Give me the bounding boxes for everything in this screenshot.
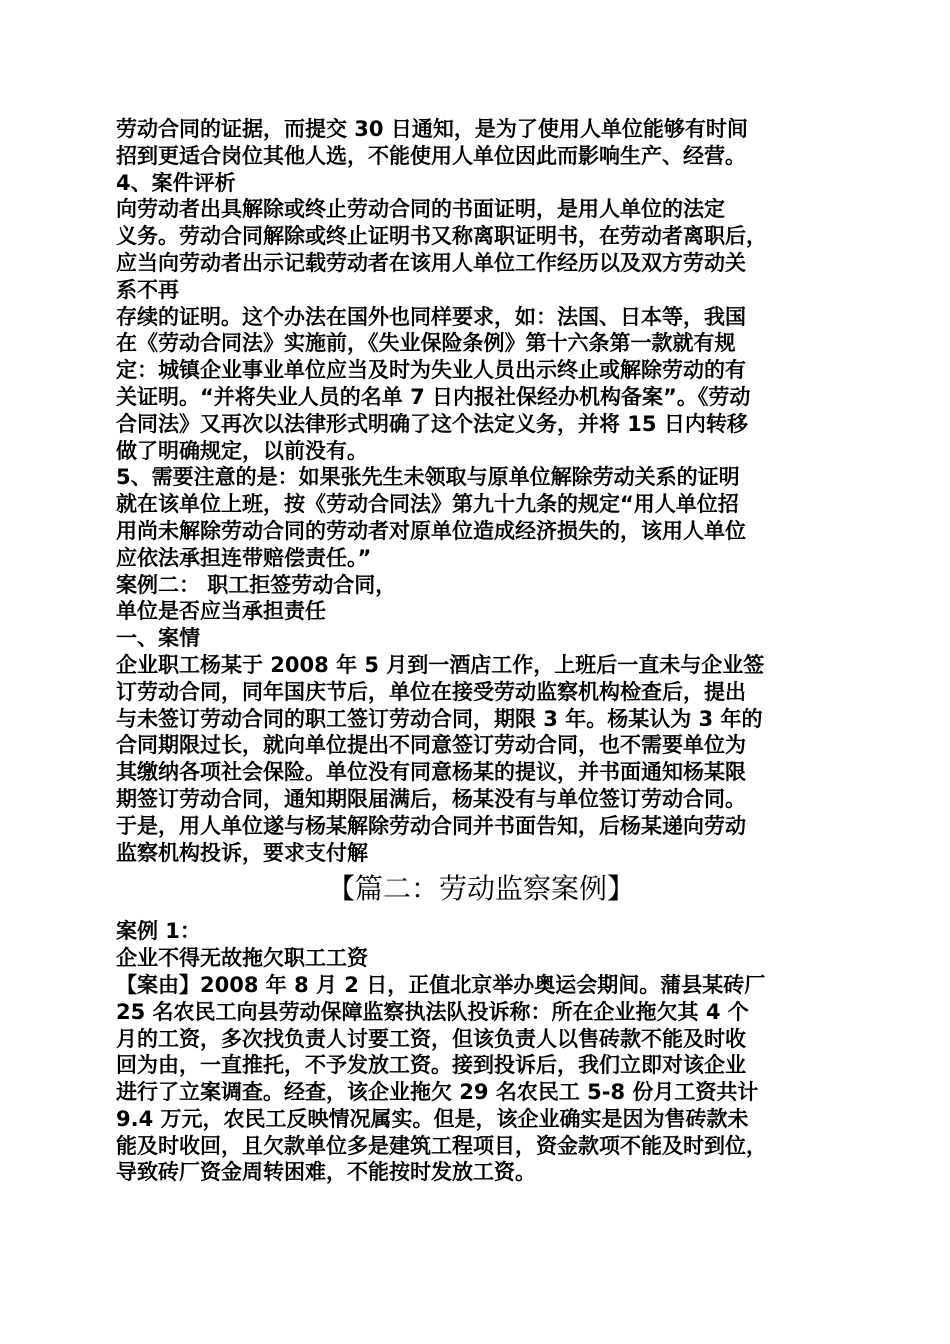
text-line: 单位是否应当承担责任 — [116, 599, 326, 624]
text-line: 存续的证明。这个办法在国外也同样要求，如：法国、日本等，我国 — [116, 304, 746, 329]
text-line: 在《劳动合同法》实施前，《失业保险条例》第十六条第一款就有规 — [116, 331, 736, 356]
text-line: 【案由】2008 年 8 月 2 日，正值北京举办奥运会期间。蒲县某砖厂 — [116, 972, 766, 997]
text-line: 能及时收回，且欠款单位多是建筑工程项目，资金款项不能及时到位， — [116, 1133, 767, 1158]
text-line: 进行了立案调查。经查，该企业拖欠 29 名农民工 5-8 份月工资共计 — [116, 1080, 759, 1105]
text-line: 4、案件评析 — [116, 170, 236, 195]
text-line: 关证明。“并将失业人员的名单 7 日内报社保经办机构备案”。《劳动 — [116, 384, 751, 409]
text-line: 应依法承担连带赔偿责任。” — [116, 545, 372, 570]
text-line: 应当向劳动者出示记载劳动者在该用人单位工作经历以及双方劳动关 — [116, 250, 746, 275]
text-line: 导致砖厂资金周转困难，不能按时发放工资。 — [116, 1160, 536, 1185]
text-line: 其缴纳各项社会保险。单位没有同意杨某的提议，并书面通知杨某限 — [116, 760, 746, 785]
text-line: 义务。劳动合同解除或终止证明书又称离职证明书，在劳动者离职后， — [116, 224, 767, 249]
section-two — [116, 918, 846, 1186]
text-line: 企业职工杨某于 2008 年 5 月到一酒店工作，上班后一直未与企业签 — [116, 652, 765, 677]
text-line: 案例 1： — [116, 919, 201, 944]
text-line: 订劳动合同，同年国庆节后，单位在接受劳动监察机构检查后，提出 — [116, 679, 746, 704]
text-line: 与未签订劳动合同的职工签订劳动合同，期限 3 年。杨某认为 3 年的 — [116, 706, 763, 731]
document-page — [116, 116, 846, 1186]
text-line: 5、需要注意的是：如果张先生未领取与原单位解除劳动关系的证明 — [116, 465, 740, 490]
text-line: 定：城镇企业事业单位应当及时为失业人员出示终止或解除劳动的有 — [116, 358, 746, 383]
text-line: 25 名农民工向县劳动保障监察执法队投诉称：所在企业拖欠其 4 个 — [116, 999, 749, 1024]
text-line: 合同法》又再次以法律形式明确了这个法定义务，并将 15 日内转移 — [116, 411, 748, 436]
text-line: 系不再 — [116, 277, 179, 302]
section-heading: 【篇二：劳动监察案例】 — [326, 872, 635, 906]
text-line: 招到更适合岗位其他人选，不能使用人单位因此而影响生产、经营。 — [116, 143, 746, 168]
text-line: 回为由，一直推托，不予发放工资。接到投诉后，我们立即对该企业 — [116, 1053, 746, 1078]
text-line: 用尚未解除劳动合同的劳动者对原单位造成经济损失的，该用人单位 — [116, 518, 746, 543]
text-line: 期签订劳动合同，通知期限届满后，杨某没有与单位签订劳动合同。 — [116, 786, 746, 811]
text-line: 劳动合同的证据，而提交 30 日通知，是为了使用人单位能够有时间 — [116, 117, 748, 141]
section-one — [116, 116, 846, 866]
text-line: 一、案情 — [116, 626, 200, 651]
text-line: 监察机构投诉，要求支付解 — [116, 840, 368, 865]
text-line: 就在该单位上班，按《劳动合同法》第九十九条的规定“用人单位招 — [116, 492, 739, 517]
text-line: 企业不得无故拖欠职工工资 — [116, 946, 368, 971]
text-line: 向劳动者出具解除或终止劳动合同的书面证明，是用人单位的法定 — [116, 197, 725, 222]
text-line: 月的工资，多次找负责人讨要工资，但该负责人以售砖款不能及时收 — [116, 1026, 746, 1051]
text-line: 合同期限过长，就向单位提出不同意签订劳动合同，也不需要单位为 — [116, 733, 746, 758]
text-line: 9.4 万元，农民工反映情况属实。但是，该企业确实是因为售砖款未 — [116, 1106, 749, 1131]
text-line: 做了明确规定，以前没有。 — [116, 438, 368, 463]
text-line: 于是，用人单位遂与杨某解除劳动合同并书面告知，后杨某递向劳动 — [116, 813, 746, 838]
text-line: 案例二： 职工拒签劳动合同， — [116, 572, 397, 597]
